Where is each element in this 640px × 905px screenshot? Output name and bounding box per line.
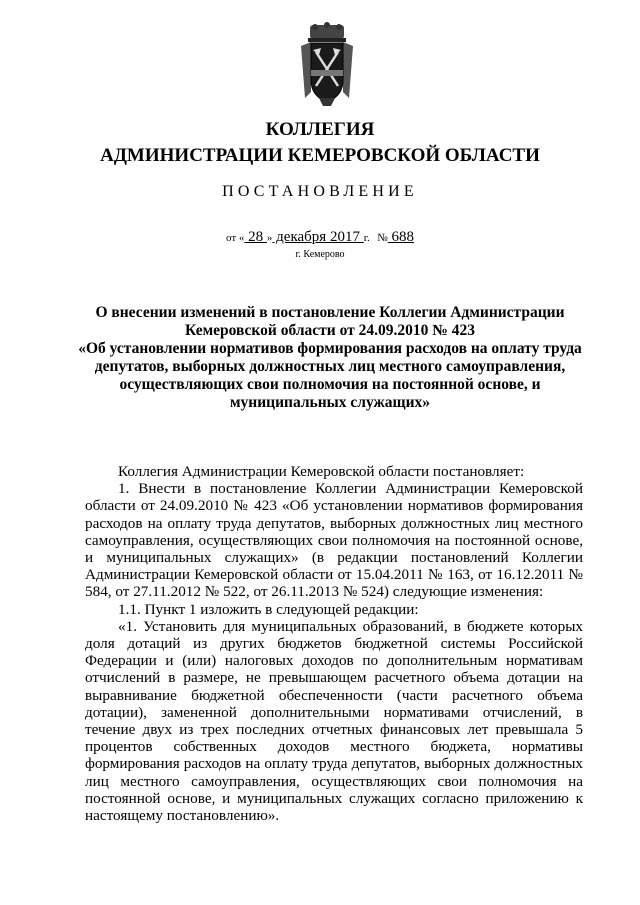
title-line: Кемеровской области от 24.09.2010 № 423 <box>185 322 475 339</box>
organization-name-line2: АДМИНИСТРАЦИИ КЕМЕРОВСКОЙ ОБЛАСТИ <box>100 145 540 166</box>
title-line: муниципальных служащих» <box>229 394 431 411</box>
year-suffix: г. <box>363 232 370 244</box>
body-paragraph: 1. Внести в постановление Коллегии Администрации Кемеровской области от 24.09.2010 № 423 «Об установлении нормативов формирования расходов на оплату труда депутатов, выборных должностных лиц местного самоуправления, осуществляющих свои полномочия на постоянной основе, и муниципальных служащих» (в редакции постановлений Коллегии Администрации Кемеровской области от 15.04.2011 № 163, от 16.12.2011 № 584, от 27.11.2012 № 522, от 26.11.2013 № 524) следующие изменения: <box>85 480 583 601</box>
organization-name-line1: КОЛЛЕГИЯ <box>265 119 375 140</box>
date-month-year: декабря 2017 <box>272 229 364 245</box>
date-prefix: от « <box>226 232 245 244</box>
document-body <box>85 463 583 824</box>
title-line: О внесении изменений в постановление Коллегии Администрации <box>95 304 565 321</box>
body-paragraph: «1. Установить для муниципальных образований, в бюджете которых доля дотаций из других бюджетов бюджетной системы Российской Федерации и (или) налоговых доходов по дополнительным нормативам отчислений в размере, не превышающем расчетного объема дотации на выравнивание бюджетной обеспеченности (части расчетного объема дотации), замененной дополнительными нормативами отчислений, в течение двух из трех последних отчетных финансовых лет превышала 5 процентов собственных доходов местного бюджета, нормативы формирования расходов на оплату труда депутатов, выборных должностных лиц местного самоуправления, осуществляющих свои полномочия на постоянной основе, и муниципальных служащих согласно приложению к настоящему постановлению». <box>85 617 583 825</box>
title-line: «Об установлении нормативов формирования расходов на оплату труда <box>78 340 582 357</box>
document-title <box>70 304 590 412</box>
title-line: осуществляющих свои полномочия на постоянной основе, и <box>119 376 541 393</box>
body-paragraph: Коллегия Администрации Кемеровской области постановляет: <box>118 463 525 480</box>
date-day: 28 <box>244 229 267 245</box>
document-number: 688 <box>387 229 414 245</box>
document-type: ПОСТАНОВЛЕНИЕ <box>222 183 418 200</box>
date-separator: » <box>266 232 273 244</box>
title-line: депутатов, выборных должностных лиц местного самоуправления, <box>94 358 566 375</box>
body-paragraph: 1.1. Пункт 1 изложить в следующей редакции: <box>118 600 419 618</box>
city-name: г. Кемерово <box>295 249 345 260</box>
number-sign: № <box>377 232 388 244</box>
coat-of-arms-icon <box>297 22 357 106</box>
date-number-line <box>0 229 640 246</box>
